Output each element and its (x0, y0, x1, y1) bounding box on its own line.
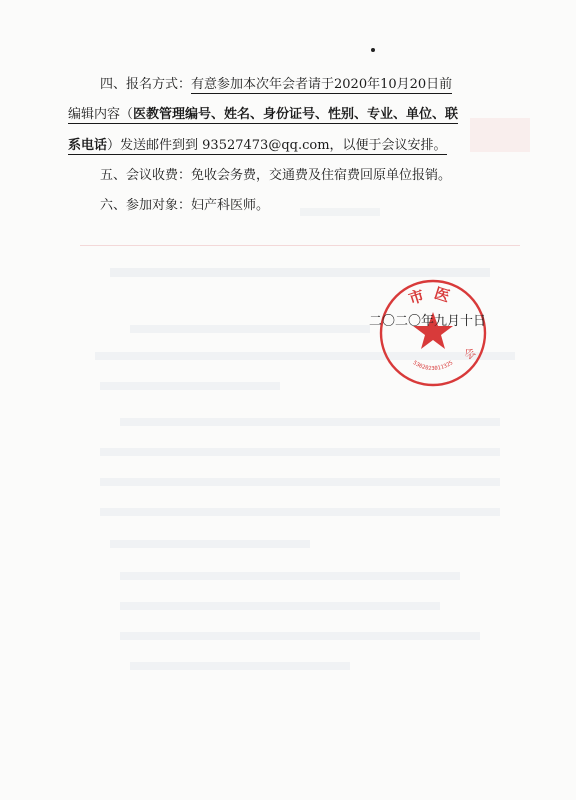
bleed-through-text (120, 602, 440, 610)
bleed-through-text (110, 540, 310, 548)
seal-text-bottom: 会 (461, 345, 479, 363)
item-four-line2 (68, 107, 458, 122)
svg-text:5302023011325 (412, 360, 455, 372)
bleed-through-text (110, 268, 490, 277)
item-four-email: ）发送邮件到到 93527473@qq.com，以便于会议安排。 (107, 138, 447, 153)
bleed-through-text (100, 448, 500, 456)
bleed-through-red-heading (470, 118, 530, 152)
bleed-through-text (120, 572, 460, 580)
item-four-line3 (68, 138, 447, 153)
ink-speck (371, 48, 375, 52)
item-six: 六、参加对象：妇产科医师。 (100, 198, 270, 213)
bleed-through-text (100, 382, 280, 390)
item-four-deadline: 有意参加本次年会者请于2020年10月20日前 (191, 77, 453, 92)
sign-date: 二〇二〇年九月十日 (369, 314, 487, 329)
bleed-through-text (130, 325, 370, 333)
seal-text: 市医 (406, 283, 460, 309)
official-seal (378, 278, 488, 388)
item-four-fields-end: 系电话 (68, 138, 108, 153)
item-five: 五、会议收费：免收会务费，交通费及住宿费回原单位报销。 (100, 168, 452, 183)
bleed-through-text (100, 508, 500, 516)
item-four-fields: 医教管理编号、姓名、身份证号、性别、专业、单位、联 (133, 107, 459, 122)
seal-code: 5302023011325 (411, 360, 455, 373)
item-four-lead: 四、报名方式： (100, 77, 192, 92)
item-four-content-prefix: 编辑内容（ (68, 107, 134, 122)
svg-text:市医 (406, 284, 459, 308)
item-four-line1 (100, 77, 452, 92)
bleed-through-text (120, 632, 480, 640)
bleed-through-text (120, 418, 500, 426)
bleed-through-text (130, 662, 350, 670)
bleed-through-text (300, 208, 380, 216)
bleed-through-text (100, 478, 500, 486)
bleed-through-rule (80, 245, 520, 246)
